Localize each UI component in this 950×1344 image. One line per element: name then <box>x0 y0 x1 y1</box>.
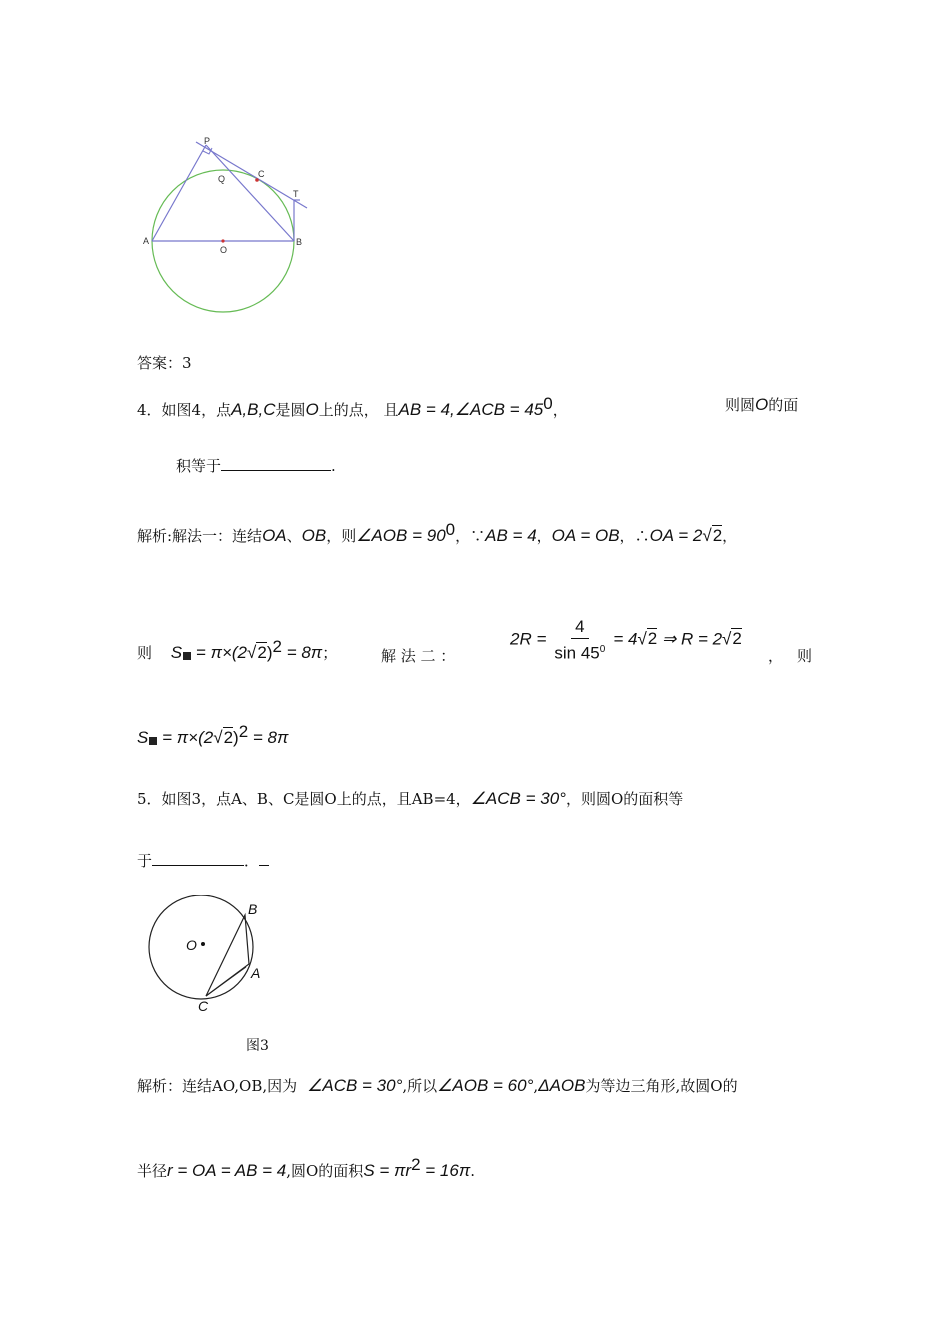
label-o-fig3: O <box>186 937 197 953</box>
label-t: T <box>293 189 299 199</box>
triangle-abc <box>206 915 249 996</box>
q5sol-triangle: ΔAOB <box>538 1076 586 1095</box>
sol1-eq: OA = OB <box>551 526 620 545</box>
sol2-sq: 2 <box>272 637 282 656</box>
q4-suffix2: 的面 <box>768 396 799 414</box>
sol3-sq: 2 <box>238 722 249 741</box>
q4-circle: O <box>305 400 319 419</box>
sol1-angle: ∠AOB = 90 <box>356 526 446 545</box>
sol1-sep: 、 <box>286 527 302 545</box>
q5sol-rest: 为等边三角形,故圆O的 <box>585 1077 738 1095</box>
label-a-fig3: A <box>251 965 261 981</box>
q5sol2-end: . <box>470 1162 475 1180</box>
question-4-line1-right <box>725 394 798 415</box>
q4-mid1: 是圆 <box>275 401 306 419</box>
sqrt-sign: √ <box>702 526 712 545</box>
figure-3-circle-triangle <box>140 895 280 1020</box>
q5-solution-line1 <box>137 1075 738 1096</box>
q5-blank-tail <box>259 851 269 866</box>
q4-solution-line1 <box>137 520 737 546</box>
sol1-comma2: ， <box>619 527 635 545</box>
sol2-expr2: ) <box>266 643 273 662</box>
sol3-expr3: = 8π <box>248 728 289 747</box>
sqrt-sign: √ <box>637 629 647 649</box>
sol3-expr2: ) <box>233 728 239 747</box>
sol3-sub-icon <box>149 737 157 745</box>
sol1-comma1: ， <box>536 527 552 545</box>
sol2-numerator: 4 <box>571 616 588 639</box>
sol1-comma3: ， <box>722 527 738 545</box>
figure-1-circle-tangent <box>140 130 320 320</box>
q5-angle: ∠ACB = 30° <box>470 789 566 808</box>
q5sol2-sq: 2 <box>411 1155 421 1174</box>
q4-points: A,B,C <box>231 400 276 419</box>
sol2-comma: ， <box>768 647 784 665</box>
sol2-expr: = π×(2 <box>195 643 248 662</box>
segment-ap <box>152 145 206 241</box>
sol1-degree: 0 <box>445 520 456 539</box>
label-a: A <box>143 236 150 246</box>
sol2-rhs: = 4 <box>613 629 638 649</box>
figure-3-caption: 图3 <box>246 1038 269 1054</box>
q4-comma: ， <box>552 401 568 419</box>
center-dot-o <box>201 942 205 946</box>
sol1-because: ，∵ <box>455 527 486 545</box>
q5-period: ． <box>244 852 260 870</box>
sol2-rhs-root: 2 <box>647 629 658 649</box>
sol2-semi: ； <box>322 644 338 662</box>
sol1-then: ，则 <box>326 527 357 545</box>
sol2-den-degree: 0 <box>599 644 606 655</box>
sol1-label: 解析:解法一：连结 <box>137 527 263 545</box>
q5-line2: 于 <box>137 852 153 870</box>
q4-method2-formula <box>510 616 742 665</box>
q5sol-angle1: ∠ACB = 30° <box>307 1076 403 1095</box>
sol2-den-text: sin 45 <box>554 643 600 663</box>
question-5-line1 <box>137 788 683 809</box>
q4-period: . <box>331 457 336 475</box>
label-c-fig3: C <box>198 998 209 1014</box>
tangent-line-pt <box>196 142 307 208</box>
answer-3: 答案：3 <box>137 354 192 372</box>
q4-answer-blank[interactable] <box>221 456 331 471</box>
q5sol2-label: 半径 <box>137 1162 168 1180</box>
sol1-result: OA = 2 <box>649 526 703 545</box>
sol2-implies: ⇒ R = 2 <box>657 629 723 649</box>
sol2-denominator <box>550 639 609 665</box>
label-c: C <box>258 169 265 179</box>
sol3-root: 2 <box>223 728 234 747</box>
q5-answer-blank[interactable] <box>152 851 244 866</box>
q5-solution-line2 <box>137 1155 475 1181</box>
sol2-fraction <box>550 616 609 665</box>
q5sol2-area: S = πr <box>363 1161 412 1180</box>
q5sol-angle2: ∠AOB = 60° <box>437 1076 534 1095</box>
q5sol2-mid: ,圆O的面积 <box>286 1162 364 1180</box>
q4-line2: 积等于 <box>176 457 222 475</box>
circle-o-fig3 <box>149 895 253 999</box>
q4-method2-tail <box>768 645 812 666</box>
sol2-root: 2 <box>257 643 267 662</box>
sol2-expr3: = 8π <box>281 643 323 662</box>
sqrt-sign: √ <box>247 643 257 662</box>
q5sol-label: 解析：连结AO,OB,因为 <box>137 1077 298 1095</box>
q5-prefix: 5．如图3，点A、B、C是圆O上的点，且AB=4， <box>137 790 471 808</box>
q4-suffix1: 则圆 <box>725 396 756 414</box>
sol3-expr: = π×(2 <box>162 728 214 747</box>
sol2-then: 则 <box>137 644 153 662</box>
sol1-ab: AB = 4 <box>485 526 537 545</box>
label-p: P <box>204 136 211 146</box>
point-o <box>221 239 224 242</box>
q5sol2-area2: = 16π <box>420 1161 471 1180</box>
q4-circle-2: O <box>755 395 769 414</box>
question-4-line2 <box>176 455 336 476</box>
q4-condition: AB = 4,∠ACB = 45 <box>398 400 544 419</box>
sol1-oa: OA <box>262 526 287 545</box>
sol2-lhs: 2R = <box>510 629 547 649</box>
sol2-sub-icon <box>183 652 191 660</box>
q4-degree: 0 <box>543 394 553 413</box>
label-b: B <box>296 237 303 247</box>
label-o: O <box>220 245 228 255</box>
q4-mid2: 上的点， 且 <box>318 401 399 419</box>
q4-solution-line2-left <box>137 637 337 663</box>
sol2-then2: 则 <box>797 647 813 665</box>
q5sol2-expr: r = OA = AB = 4 <box>167 1161 287 1180</box>
q4-prefix: 4．如图4，点 <box>137 401 232 419</box>
q5sol-so: ,所以 <box>402 1077 438 1095</box>
sol2-imp-root: 2 <box>732 629 742 649</box>
q5-suffix: ，则圆O的面积等 <box>565 790 684 808</box>
sol1-root: 2 <box>712 526 723 545</box>
label-q: Q <box>218 174 226 184</box>
q5sol-c1: , <box>533 1077 539 1095</box>
q4-method2-label: 解 法 二 ： <box>381 647 456 665</box>
sqrt-sign: √ <box>213 728 223 747</box>
label-b-fig3: B <box>248 901 258 917</box>
sol2-s: S <box>170 643 183 662</box>
sol3-s: S <box>137 728 149 747</box>
q4-solution-line3 <box>137 722 288 748</box>
sol1-ob: OB <box>301 526 327 545</box>
sqrt-sign: √ <box>722 629 732 649</box>
sol1-therefore: ∴ <box>634 527 650 545</box>
question-4-line1 <box>137 394 568 420</box>
question-5-line2 <box>137 850 269 871</box>
